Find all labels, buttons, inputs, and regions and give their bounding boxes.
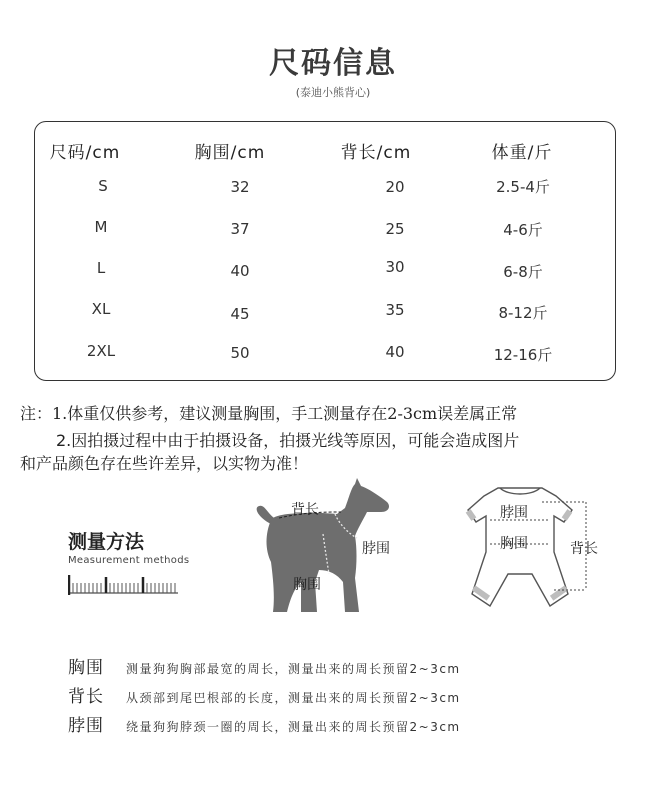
definition-term: 脖围 bbox=[68, 716, 104, 736]
garment-label-neck: 脖围 bbox=[500, 505, 528, 521]
dog-label-chest: 胸围 bbox=[293, 577, 321, 593]
dog-label-neck: 脖围 bbox=[362, 541, 390, 557]
ruler-icon bbox=[68, 573, 180, 597]
header-back-length: 背长/cm bbox=[340, 143, 412, 163]
definition-neck bbox=[68, 711, 461, 736]
cell-size: M bbox=[94, 218, 108, 236]
header-weight: 体重/斤 bbox=[491, 143, 553, 163]
dog-label-back: 背长 bbox=[291, 502, 319, 518]
cell-chest: 40 bbox=[230, 262, 250, 280]
cell-chest: 37 bbox=[230, 220, 250, 238]
note-1: 注：1.体重仅供参考，建议测量胸围，手工测量存在2-3cm误差属正常 bbox=[20, 404, 518, 423]
note-2-cont: 和产品颜色存在些许差异，以实物为准！ bbox=[20, 454, 309, 473]
cell-back: 40 bbox=[385, 343, 405, 361]
definition-desc: 从颈部到尾巴根部的长度，测量出来的周长预留2~3cm bbox=[126, 691, 461, 705]
page-title: 尺码信息 bbox=[269, 46, 397, 81]
definition-back bbox=[68, 682, 461, 707]
header-size: 尺码/cm bbox=[49, 143, 121, 163]
definition-chest bbox=[68, 653, 461, 678]
header-chest: 胸围/cm bbox=[194, 143, 266, 163]
cell-chest: 50 bbox=[230, 344, 250, 362]
size-table bbox=[34, 121, 616, 381]
method-subtitle: Measurement methods bbox=[68, 555, 190, 566]
cell-weight: 4-6斤 bbox=[503, 221, 543, 239]
cell-back: 30 bbox=[385, 258, 405, 276]
garment-label-chest: 胸围 bbox=[500, 536, 528, 552]
cell-size: L bbox=[96, 259, 106, 277]
note-2: 2.因拍摄过程中由于拍摄设备，拍摄光线等原因，可能会造成图片 bbox=[56, 431, 520, 450]
cell-back: 25 bbox=[385, 220, 405, 238]
method-title: 测量方法 bbox=[68, 531, 145, 553]
cell-size: 2XL bbox=[86, 342, 116, 360]
garment-label-back: 背长 bbox=[570, 541, 598, 557]
garment-illustration bbox=[446, 482, 621, 620]
cell-weight: 6-8斤 bbox=[503, 263, 543, 281]
cell-size: S bbox=[98, 177, 108, 195]
cell-weight: 12-16斤 bbox=[493, 346, 553, 364]
dog-illustration bbox=[245, 478, 405, 618]
definition-desc: 绕量狗狗脖颈一圈的周长，测量出来的周长预留2~3cm bbox=[126, 720, 461, 734]
cell-chest: 32 bbox=[230, 178, 250, 196]
cell-chest: 45 bbox=[230, 305, 250, 323]
cell-back: 20 bbox=[385, 178, 405, 196]
definition-term: 胸围 bbox=[68, 658, 104, 678]
page-subtitle: (泰迪小熊背心) bbox=[295, 86, 371, 99]
cell-size: XL bbox=[91, 300, 111, 318]
definition-term: 背长 bbox=[68, 687, 104, 707]
cell-weight: 8-12斤 bbox=[498, 304, 548, 322]
cell-weight: 2.5-4斤 bbox=[496, 178, 550, 196]
definition-desc: 测量狗狗胸部最宽的周长，测量出来的周长预留2~3cm bbox=[126, 662, 461, 676]
cell-back: 35 bbox=[385, 301, 405, 319]
notes bbox=[20, 402, 640, 475]
